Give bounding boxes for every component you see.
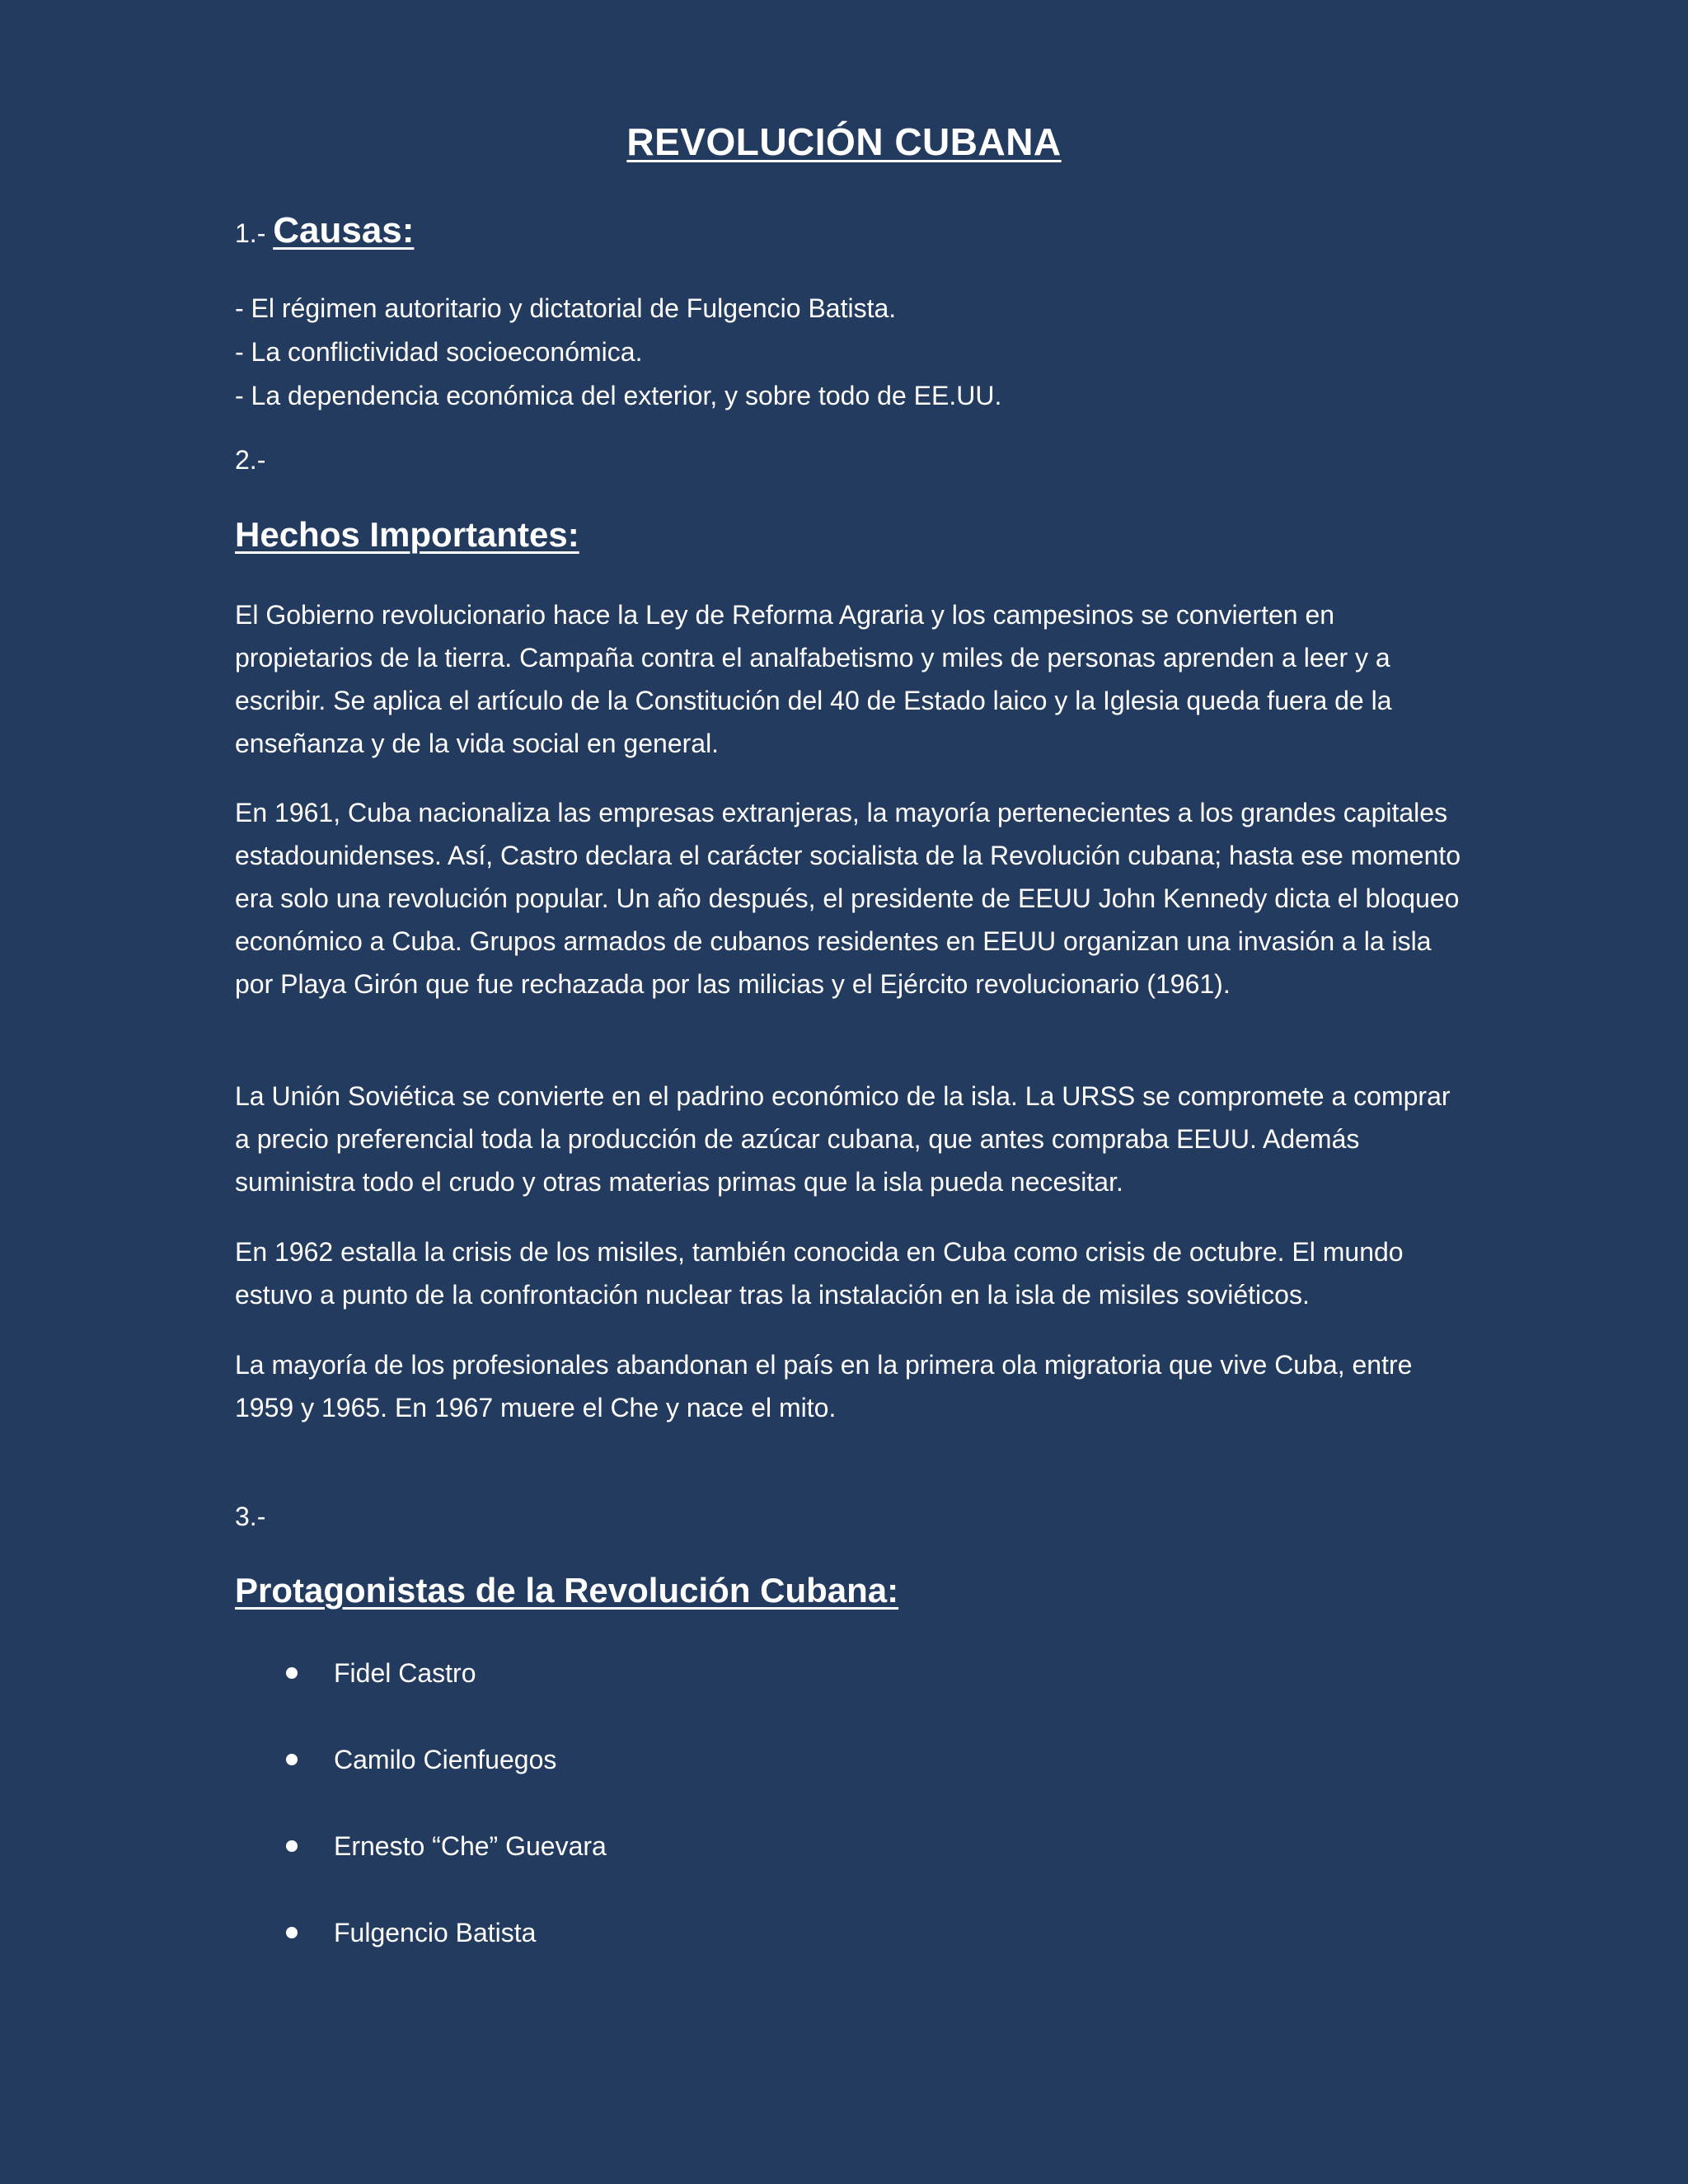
cause-item: - La conflictividad socioeconómica. xyxy=(235,337,643,367)
paragraph: La Unión Soviética se convierte en el padrino económico de la isla. La URSS se compromete a comprar a precio preferencial toda la producción de azúcar cubana, que antes compraba EEUU. Además suministra todo el crudo y otras materias primas que la isla pueda necesitar. xyxy=(235,1081,1451,1197)
list-item xyxy=(235,1820,607,1906)
paragraph: En 1961, Cuba nacionaliza las empresas extranjeras, la mayoría pertenecientes a los grandes capitales estadounidenses. Así, Castro declara el carácter socialista de la Revolución cubana; hasta ese momento era solo una revolución popular. Un año después, el presidente de EEUU John Kennedy dicta el bloqueo económico a Cuba. Grupos armados de cubanos residentes en EEUU organizan una invasión a la isla por Playa Girón que fue rechazada por las milicias y el Ejército revolucionario (1961). xyxy=(235,798,1461,999)
section-number: 1.- xyxy=(235,218,266,248)
section-causes-header xyxy=(235,210,414,251)
section-heading: Protagonistas de la Revolución Cubana: xyxy=(235,1571,899,1610)
bullet-icon xyxy=(286,1927,298,1938)
list-item-label: Fulgencio Batista xyxy=(334,1918,537,1947)
cause-item: - La dependencia económica del exterior, y sobre todo de EE.UU. xyxy=(235,381,1002,410)
bullet-icon xyxy=(286,1667,298,1679)
section-heading: Hechos Importantes: xyxy=(235,515,579,554)
list-item xyxy=(235,1647,607,1733)
document-title: REVOLUCIÓN CUBANA xyxy=(626,120,1062,163)
paragraph: La mayoría de los profesionales abandonan el país en la primera ola migratoria que vive Cuba, entre 1959 y 1965. En 1967 muere el Che y nace el mito. xyxy=(235,1350,1413,1422)
cause-item: - El régimen autoritario y dictatorial de Fulgencio Batista. xyxy=(235,293,897,323)
paragraph: En 1962 estalla la crisis de los misiles, también conocida en Cuba como crisis de octubre. El mundo estuvo a punto de la confrontación nuclear tras la instalación en la isla de misiles soviéticos. xyxy=(235,1237,1404,1310)
bullet-icon xyxy=(286,1840,298,1852)
section-number: 3.- xyxy=(235,1502,266,1531)
section-number: 2.- xyxy=(235,445,266,475)
bullet-icon xyxy=(286,1754,298,1765)
protagonists-list xyxy=(235,1647,607,1993)
causes-list xyxy=(235,287,1001,418)
section-heading: Causas: xyxy=(273,210,415,251)
list-item-label: Ernesto “Che” Guevara xyxy=(334,1831,607,1861)
paragraph: El Gobierno revolucionario hace la Ley de Reforma Agraria y los campesinos se convierten en propietarios de la tierra. Campaña contra el analfabetismo y miles de personas aprenden a leer y a escribir. Se aplica el artículo de la Constitución del 40 de Estado laico y la Iglesia queda fuera de la enseñanza y de la vida social en general. xyxy=(235,600,1392,758)
list-item-label: Fidel Castro xyxy=(334,1658,476,1688)
list-item-label: Camilo Cienfuegos xyxy=(334,1745,557,1774)
list-item xyxy=(235,1733,607,1820)
list-item xyxy=(235,1906,607,1993)
